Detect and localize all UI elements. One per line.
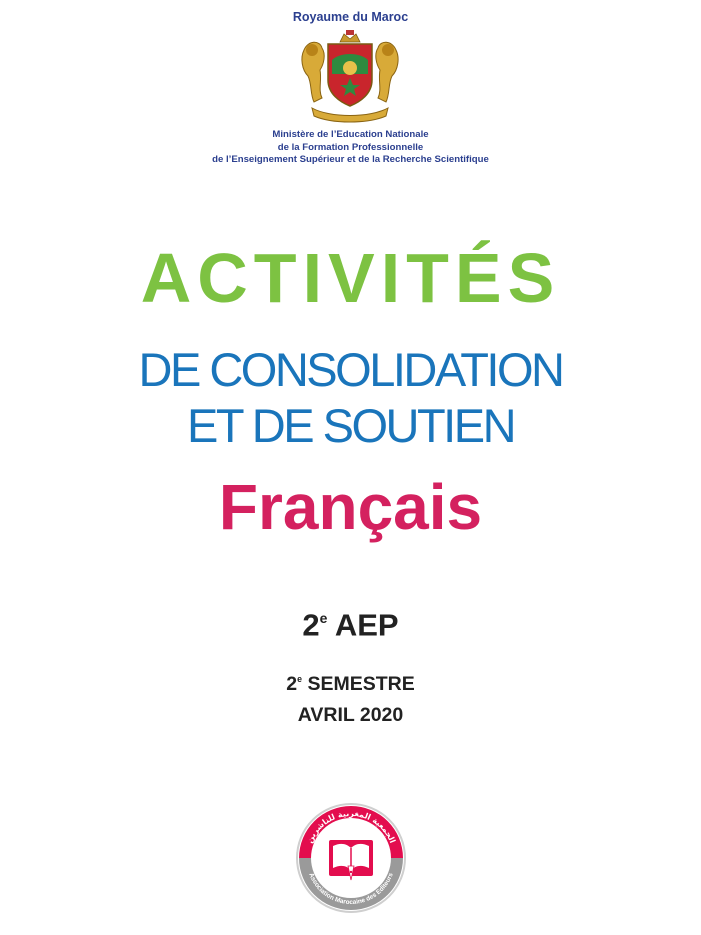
publisher-book-logo-icon — [295, 802, 407, 914]
coat-of-arms-icon — [298, 30, 402, 124]
grade-level — [0, 598, 701, 646]
semester-suffix: e — [297, 674, 303, 684]
semester — [0, 666, 701, 697]
ministry-line-2: de la Formation Professionnelle — [277, 141, 424, 153]
semester-number: 2 — [286, 672, 298, 695]
publication-date: AVRIL 2020 — [297, 704, 404, 726]
kingdom-label: Royaume du Maroc — [292, 10, 409, 24]
ministry-line-3: de l’Enseignement Supérieur et de la Recherche Scientifique — [212, 154, 489, 166]
semester-label: SEMESTRE — [307, 672, 415, 695]
grade-number: 2 — [302, 607, 320, 643]
ministry-line-1: Ministère de l’Education Nationale — [272, 129, 429, 140]
logo-french-text: Association Marocaine des Editeurs — [307, 872, 395, 907]
main-title: ACTIVITÉS — [140, 239, 561, 317]
logo-arabic-text: الجمعية المغربية للناشرين — [305, 808, 398, 845]
ministry-block — [0, 129, 701, 167]
grade-suffix: e — [319, 610, 328, 626]
subject-title: Français — [218, 471, 483, 543]
subtitle-line-2: ET DE SOUTIEN — [186, 399, 515, 452]
subtitle-line-1: DE CONSOLIDATION — [138, 343, 563, 396]
grade-label: AEP — [334, 607, 399, 643]
